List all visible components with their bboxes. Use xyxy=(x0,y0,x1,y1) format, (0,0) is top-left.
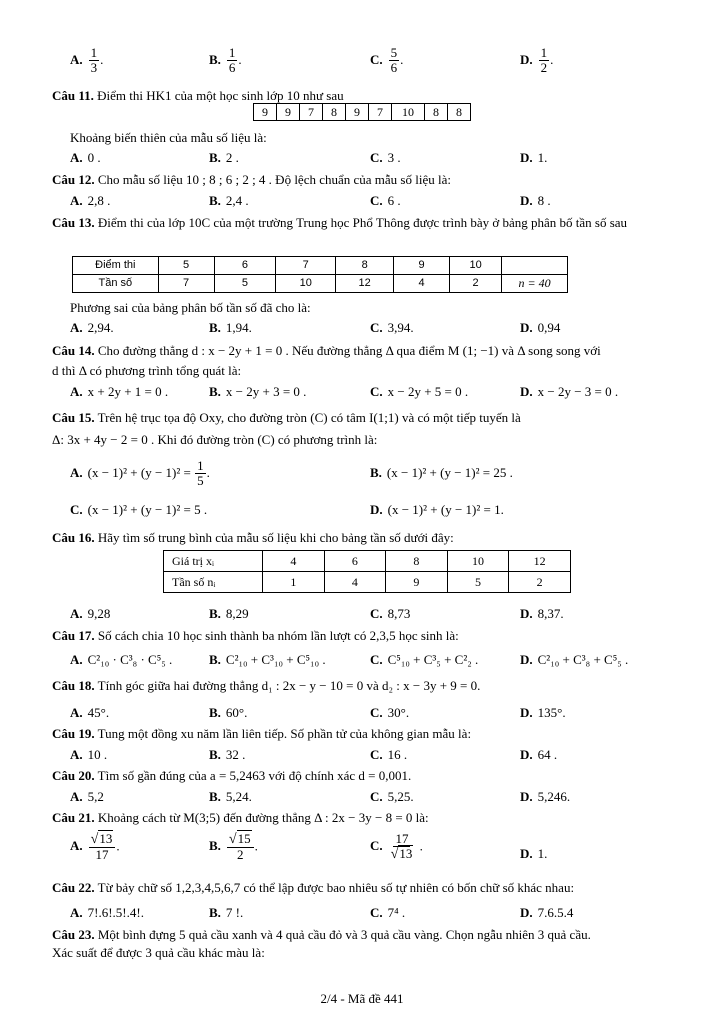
option-c: C. $\frac{5}{6}$ . xyxy=(370,45,404,76)
question-23-line2: Xác suất để được 3 quả cầu khác màu là: xyxy=(52,945,265,960)
question-20: Câu 20. Tìm số gần đúng của a = 5,2463 với độ chính xác d = 0,001. xyxy=(52,768,412,783)
q13-prompt: Phương sai của bảng phân bố tần số đã cho là: xyxy=(70,300,311,315)
q11-prompt: Khoảng biến thiên của mẫu số liệu là: xyxy=(70,130,267,145)
q14-options: A. x + 2y + 1 = 0 . B. x − 2y + 3 = 0 . C. x − 2y + 5 = 0 . D. x − 2y − 3 = 0 . xyxy=(70,384,619,399)
q15-options-ab: A. (x − 1)² + (y − 1)² = $\frac{1}{5}$ . B. (x − 1)² + (y − 1)² = 25 . xyxy=(70,458,513,489)
question-23: Câu 23. Một bình đựng 5 quả cầu xanh và 4 quả cầu đỏ và 3 quả cầu vàng. Chọn ngẫu nhiên 3 quả cầu. xyxy=(52,927,591,942)
q15-options-cd: C. (x − 1)² + (y − 1)² = 5 . D. (x − 1)² + (y − 1)² = 1. xyxy=(70,502,504,517)
option-d: D. $\frac{1}{2}$ . xyxy=(520,45,554,76)
question-15-line2: Δ: 3x + 4y − 2 = 0 . Khi đó đường tròn (C) có phương trình là: xyxy=(52,432,378,447)
q10-options xyxy=(70,46,682,86)
question-19: Câu 19. Tung một đồng xu năm lần liên tiếp. Số phần tử của không gian mẫu là: xyxy=(52,726,472,741)
q21-options: A. $\frac{√13}{17}$ . B. $\frac{√15}{2}$ . C. $\frac{17}{√13}$ . D. 1. xyxy=(70,831,548,863)
score-cell: 8 xyxy=(323,104,346,121)
score-cell: 9 xyxy=(254,104,277,121)
frequency-table: Điểm thi 5 6 7 8 9 10 Tần số 7 5 10 12 4 2 n = 40 xyxy=(72,256,568,293)
option-a: A. $\frac{1}{3}$ . xyxy=(70,45,104,76)
question-12: Câu 12. Cho mẫu số liệu 10 ; 8 ; 6 ; 2 ; 4 . Độ lệch chuẩn của mẫu số liệu là: xyxy=(52,172,451,187)
score-cell: 9 xyxy=(277,104,300,121)
q19-options: A. 10 . B. 32 . C. 16 . D. 64 . xyxy=(70,747,558,762)
q18-options: A. 45°. B. 60°. C. 30°. D. 135°. xyxy=(70,705,566,720)
score-cell: 7 xyxy=(369,104,392,121)
score-cell: 7 xyxy=(300,104,323,121)
page-footer: 2/4 - Mã đề 441 xyxy=(320,991,404,1006)
question-15: Câu 15. Trên hệ trục tọa độ Oxy, cho đường tròn (C) có tâm I(1;1) và có một tiếp tuyến là xyxy=(52,410,521,425)
score-cell: 8 xyxy=(425,104,448,121)
question-14: Câu 14. Cho đường thẳng d : x − 2y + 1 = 0 . Nếu đường thẳng Δ qua điểm M (1; −1) và Δ song song với xyxy=(52,343,601,358)
question-18: Câu 18. Tính góc giữa hai đường thẳng d₁ : 2x − y − 10 = 0 và d₂ : x − 3y + 9 = 0. xyxy=(52,678,481,693)
q13-options: A. 2,94. B. 1,94. C. 3,94. D. 0,94 xyxy=(70,320,561,335)
q20-options: A. 5,2 B. 5,24. C. 5,25. D. 5,246. xyxy=(70,789,571,804)
score-table xyxy=(253,103,471,121)
value-frequency-table: Giá trị xᵢ 4 6 8 10 12 Tần số nᵢ 1 4 9 5 2 xyxy=(163,550,571,593)
q17-options: A. C²₁₀ · C³₈ · C⁵₅ . B. C²₁₀ + C³₁₀ + C⁵₁₀ . C. C⁵₁₀ + C³₅ + C²₂ . D. C²₁₀ + C³₈ + C⁵₅ . xyxy=(70,652,629,667)
question-21: Câu 21. Khoảng cách từ M(3;5) đến đường thẳng Δ : 2x − 3y − 8 = 0 là: xyxy=(52,810,429,825)
question-label: Câu 11. xyxy=(52,88,94,103)
q11-options: A. 0 . B. 2 . C. 3 . D. 1. xyxy=(70,150,548,165)
q16-options: A. 9,28 B. 8,29 C. 8,73 D. 8,37. xyxy=(70,606,564,621)
option-b: B. $\frac{1}{6}$ . xyxy=(209,45,242,76)
score-cell: 8 xyxy=(448,104,471,121)
question-14-line2: d thì Δ có phương trình tổng quát là: xyxy=(52,363,242,378)
q22-options: A. 7!.6!.5!.4!. B. 7 !. C. 7⁴ . D. 7.6.5.4 xyxy=(70,905,574,920)
question-13: Câu 13. Điểm thi của lớp 10C của một trường Trung học Phổ Thông được trình bày ở bảng phân bố tần số sau xyxy=(52,215,628,230)
question-11 xyxy=(52,88,684,104)
q12-options: A. 2,8 . B. 2,4 . C. 6 . D. 8 . xyxy=(70,193,551,208)
score-cell: 9 xyxy=(346,104,369,121)
question-22: Câu 22. Từ bảy chữ số 1,2,3,4,5,6,7 có thể lập được bao nhiêu số tự nhiên có bốn chữ số khác nhau: xyxy=(52,880,575,895)
score-cell: 10 xyxy=(392,104,425,121)
question-16: Câu 16. Hãy tìm số trung bình của mẫu số liệu khi cho bảng tần số dưới đây: xyxy=(52,530,454,545)
question-17: Câu 17. Số cách chia 10 học sinh thành ba nhóm lần lượt có 2,3,5 học sinh là: xyxy=(52,628,459,643)
question-text: Điểm thi HK1 của một học sinh lớp 10 như sau xyxy=(97,88,344,103)
